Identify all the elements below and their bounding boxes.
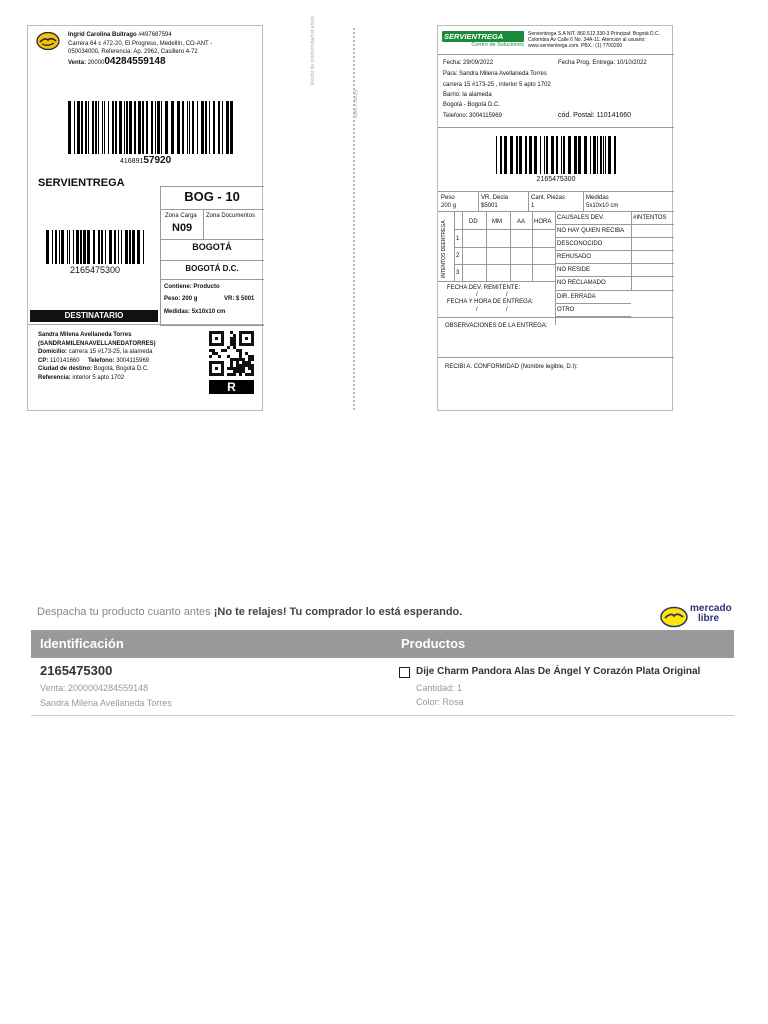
recibi-conformidad: RECIBI A. CONFORMIDAD (Nombre legible, D.I): <box>445 364 578 370</box>
barcode-bar <box>143 230 144 264</box>
perforation-line <box>353 28 355 410</box>
zona-documentos-label: Zona Documentos <box>206 213 256 219</box>
direccion: carrera 15 #173-25 , interior 5 apto 1702 <box>443 82 551 88</box>
handshake-logo-icon <box>36 31 60 51</box>
zona-code: N09 <box>172 222 193 234</box>
recipient-alias: (SANDRAMILENAAVELLANEDATORRES) <box>38 340 156 347</box>
vr-line: VR: $ 5001 <box>224 296 255 302</box>
contains-line: Contiene: Producto <box>164 284 220 290</box>
sender-block <box>68 31 218 67</box>
shipping-label-left <box>27 25 263 411</box>
barcode-right <box>496 136 616 174</box>
para: Para: Sandra Milena Avellaneda Torres <box>443 71 547 77</box>
col-dd: DD <box>469 219 478 225</box>
barcode-middle-number: 2165475300 <box>69 265 121 275</box>
causal-1: NO HAY QUIEN RECIBA <box>557 228 625 234</box>
destinatario-banner: DESTINATARIO <box>30 310 158 322</box>
order-row <box>31 658 734 716</box>
shipping-label-right <box>437 25 673 411</box>
barcode-top <box>68 101 233 154</box>
product-title: Dije Charm Pandora Alas De Ángel Y Corazón Plata Original <box>416 666 701 677</box>
causal-4: NO RESIDE <box>557 267 591 273</box>
barcode-bar <box>614 136 616 174</box>
sender-name: Ingrid Carolina Buitrago <box>68 32 137 38</box>
qr-code <box>209 331 254 376</box>
causales-header: CAUSALES DEV. <box>557 215 605 221</box>
observaciones: OBSERVACIONES DE LA ENTREGA: <box>445 323 548 329</box>
buyer-name: Sandra Milena Avellaneda Torres <box>40 698 172 708</box>
sender-address: Carrera 64 c #72-20, El Progreso, Medellín, CO-ANT - 050034000, Referencia: Ap. 2962, Casillero 4-72 <box>68 41 213 55</box>
recipient-name: Sandra Milena Avellaneda Torres <box>38 332 132 338</box>
medidas-header: Medidas 5x10x10 cm <box>586 195 619 209</box>
vr-header: VR. Decla $5001 <box>481 195 509 209</box>
destination-city: BOGOTÁ <box>192 242 232 252</box>
causal-5: NO RECLAMADO <box>557 280 606 286</box>
route-code: BOG - 10 <box>184 189 240 204</box>
order-venta: Venta: 2000004284559148 <box>40 683 149 693</box>
causal-2: DESCONOCIDO <box>557 241 603 247</box>
recipient-referencia: Referencia: interior 5 apto 1702 <box>38 374 125 381</box>
cod-postal: cód. Postal: 110141660 <box>558 112 632 119</box>
mercadolibre-logo <box>660 604 730 630</box>
barcode-right-number: 2165475300 <box>536 176 576 183</box>
recipient-cp-tel: CP: 110141660 Telefono: 3004115969 <box>38 357 150 364</box>
zona-carga-label: Zona Carga <box>165 213 197 219</box>
routing-grid <box>160 186 264 326</box>
col-mm: MM <box>492 219 502 225</box>
company-info: Servientrega S.A NIT. 860.512.330-3 Principal: Bogotá D.C. Colombia Av Calle 6 No. 34A-11. Atencion al usuario: www.servientrega.com. PBX.: (1) 7700200 <box>528 31 661 49</box>
row-num-1: 1 <box>456 236 460 242</box>
barcode-middle <box>46 230 144 264</box>
divider-text-2: Firma y sello <box>352 90 358 119</box>
sender-id: #497687594 <box>138 32 172 38</box>
barrio: Barrio: la alameda <box>443 92 492 98</box>
product-checkbox[interactable] <box>399 667 410 678</box>
recipient-block <box>38 331 208 382</box>
mercadolibre-handshake-icon <box>660 606 688 628</box>
product-color: Color: Rosa <box>416 697 464 707</box>
barcode-bar <box>230 101 233 154</box>
qr-module <box>251 373 254 376</box>
fecha-hora-entrega: FECHA Y HORA DE ENTREGA: <box>447 299 534 305</box>
peso-header: Peso 200 g <box>441 195 457 209</box>
intentos-vertical-label: INTENTOS DEENTREGA <box>441 220 447 278</box>
destination-dept: BOGOTÁ D.C. <box>185 264 239 273</box>
shipment-id: 2165475300 <box>40 663 113 678</box>
fecha-dev-slash-2: / <box>506 292 508 298</box>
divider-text-1: Recibí de conformidad el envío <box>310 16 316 85</box>
fecha-hora-slash-2: / <box>506 307 508 313</box>
fecha-prog-entrega: Fecha Prog. Entrega: 10/10/2022 <box>558 60 647 66</box>
row-num-3: 3 <box>456 270 460 276</box>
recipient-ciudad: Ciudad de destino: Bogotá, Bogotá D.C. <box>38 366 149 372</box>
fecha-dev-slash-1: / <box>476 292 478 298</box>
brand-line-1: mercado <box>690 603 732 614</box>
venta-line: Venta: 2000004284559148 <box>68 56 166 67</box>
r-badge: R <box>209 380 254 394</box>
product-cantidad: Cantidad: 1 <box>416 683 463 693</box>
servientrega-logo-sub: Centro de Soluciones <box>471 42 524 48</box>
fecha-hora-slash-1: / <box>476 307 478 313</box>
peso-line: Peso: 200 g <box>164 296 198 302</box>
fecha: Fecha: 29/09/2022 <box>443 60 494 66</box>
causal-3: REHUSADO <box>557 254 592 260</box>
ciudad: Bogotá - Bogotá D.C. <box>443 102 501 108</box>
causal-7: OTRO <box>557 307 575 313</box>
brand-line-2: libre <box>698 613 720 624</box>
col-hora: HORA <box>534 219 552 225</box>
piezas-header: Cant. Piezas 1 <box>531 195 566 209</box>
col-identificacion: Identificación <box>40 636 124 651</box>
carrier-name: SERVIENTREGA <box>38 177 125 189</box>
orders-table-header <box>31 630 734 658</box>
barcode-top-number: 41689157920 <box>120 155 172 166</box>
servientrega-logo <box>442 31 524 49</box>
intentos-header: #INTENTOS <box>633 215 667 221</box>
col-aa: AA <box>517 219 526 225</box>
causal-6: DIR. ERRADA <box>557 294 596 300</box>
row-num-2: 2 <box>456 253 460 259</box>
medidas-line: Medidas: 5x10x10 cm <box>164 309 226 315</box>
col-productos: Productos <box>401 636 466 651</box>
telefono: Telefono: 3004115969 <box>443 113 502 119</box>
servientrega-logo-text: SERVIENTREGA <box>442 31 524 42</box>
recipient-domicilio: Domicilio: carrera 15 #173-25, la alameda <box>38 349 153 355</box>
fecha-dev-remitente: FECHA DEV. REMITENTE: <box>447 285 521 291</box>
dispatch-prompt: Despacha tu producto cuanto antes ¡No te relajes! Tu comprador lo está esperando. <box>37 606 463 618</box>
